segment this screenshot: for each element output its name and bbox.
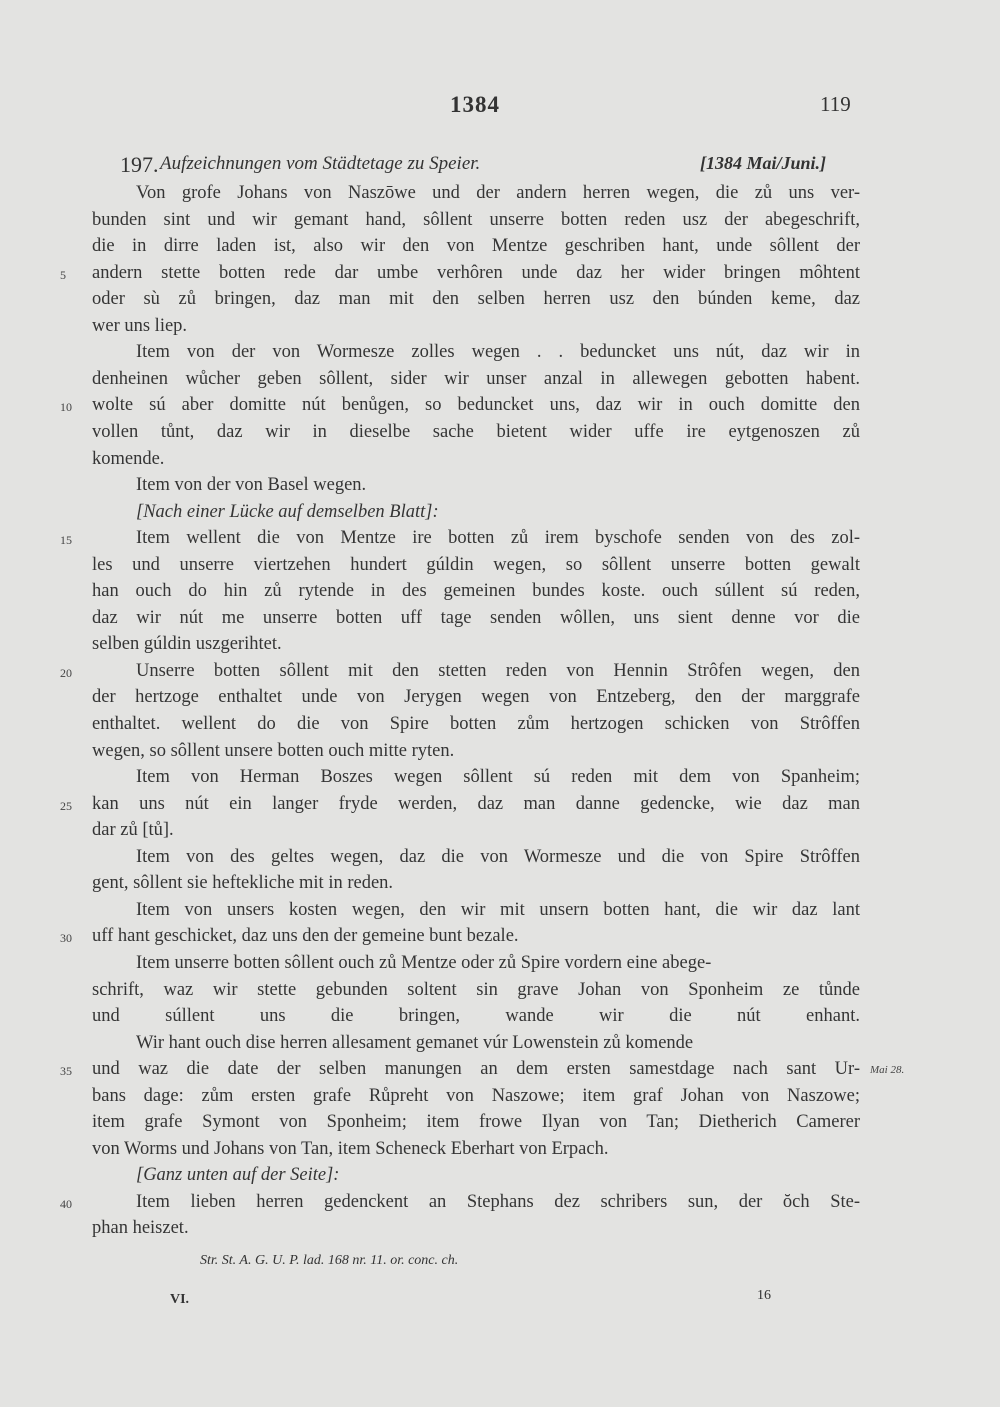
document-number: 197. [120, 152, 159, 177]
text-line: Item von des geltes wegen, daz die von Wormesze und die von Spire Strôffen [136, 846, 860, 867]
running-head-year: 1384 [450, 92, 500, 117]
line-number: 40 [60, 1196, 72, 1211]
text-line: enthaltet. wellent do die von Spire botten zům hertzogen schicken von Strôffen [92, 714, 860, 734]
text-line: [Nach einer Lücke auf demselben Blatt]: [136, 501, 439, 522]
text-line: Unserre botten sôllent mit den stetten reden von Hennin Strôfen wegen, den [136, 660, 860, 681]
text-line: Von grofe Johans von Naszōwe und der andern herren wegen, die zů uns ver- [136, 183, 860, 203]
text-line: [Ganz unten auf der Seite]: [136, 1165, 340, 1186]
line-number: 25 [60, 798, 72, 813]
page-number: 119 [820, 92, 851, 116]
text-line: kan uns nút ein langer fryde werden, daz man danne gedencke, wie daz man [92, 793, 860, 814]
text-line: andern stette botten rede dar umbe verhôren unde daz her wider bringen môhtent [92, 262, 860, 283]
text-line: les und unserre viertzehen hundert gúldin wegen, so sôllent unserre botten gewalt [92, 554, 860, 575]
text-line: Wir hant ouch dise herren allesament gemanet vúr Lowenstein zů komende [136, 1032, 694, 1053]
text-line: wolte sú aber domitte nút benůgen, so beduncket uns, daz wir in ouch domitte den [92, 395, 860, 416]
line-number: 5 [60, 267, 66, 282]
text-line: han ouch do hin zů rytende in des gemeinen bundes koste. ouch súllent sú reden, [92, 581, 860, 602]
text-line: Item wellent die von Mentze ire botten zů irem byschofe senden von des zol- [136, 528, 860, 549]
text-line: daz wir nút me unserre botten uff tage senden wôllen, uns sient denne vor die [92, 607, 860, 628]
source-citation: Str. St. A. G. U. P. lad. 168 nr. 11. or. conc. ch. [200, 1253, 459, 1268]
text-line: wegen, so sôllent unsere botten ouch mitte ryten. [92, 740, 455, 761]
line-number: 10 [60, 400, 72, 415]
text-line: oder sù zů bringen, daz man mit den selben herren usz den búnden keme, daz [92, 289, 860, 310]
line-number: 30 [60, 931, 72, 946]
margin-note: Mai 28. [870, 1064, 905, 1076]
sheet-number: 16 [757, 1288, 771, 1303]
text-line: Item unserre botten sôllent ouch zů Mentze oder zů Spire vordern eine abege- [136, 952, 712, 973]
text-line: komende. [92, 448, 165, 469]
text-line: phan heiszet. [92, 1218, 189, 1239]
text-line: der hertzoge enthaltet unde von Jerygen wegen von Entzeberg, den der marggrafe [92, 687, 860, 708]
text-line: Item von Herman Boszes wegen sôllent sú reden mit dem von Spanheim; [136, 767, 860, 788]
text-line: wer uns liep. [92, 315, 188, 336]
text-line: selben gúldin uszgerihtet. [92, 634, 282, 655]
document-date: [1384 Mai/Juni.] [700, 153, 827, 173]
text-line: Item von der von Wormesze zolles wegen . . beduncket uns nút, daz wir in [136, 342, 860, 363]
text-line: denheinen wůcher geben sôllent, sider wir unser anzal in allewegen gebotten habent. [92, 368, 860, 389]
text-line: und waz die date der selben manungen an dem ersten samestdage nach sant Ur- [92, 1059, 860, 1080]
text-line: die in dirre laden ist, also wir den von Mentze geschriben hant, unde sôllent der [92, 236, 860, 257]
text-line: von Worms und Johans von Tan, item Scheneck Eberhart von Erpach. [92, 1138, 609, 1159]
line-number: 15 [60, 533, 72, 548]
text-line: bunden sint und wir gemant hand, sôllent unserre botten reden usz der abegeschrift, [92, 209, 860, 230]
document-title: Aufzeichnungen vom Städtetage zu Speier. [160, 153, 481, 174]
text-line: und súllent uns die bringen, wande wir die nút enhant. [92, 1006, 860, 1027]
text-line: item grafe Symont von Sponheim; item frowe Ilyan von Tan; Dietherich Camerer [92, 1112, 860, 1133]
text-line: Item von unsers kosten wegen, den wir mit unsern botten hant, die wir daz lant [136, 899, 860, 920]
text-line: schrift, waz wir stette gebunden soltent sin grave Johan von Sponheim ze tůnde [92, 979, 860, 1000]
line-number: 35 [60, 1064, 72, 1079]
line-number: 20 [60, 665, 72, 680]
text-line: dar zů [tů]. [92, 820, 174, 841]
text-line: uff hant geschicket, daz uns den der gemeine bunt bezale. [92, 926, 519, 947]
printer-signature: VI. [170, 1292, 190, 1307]
text-line: Item lieben herren gedenckent an Stephans dez schribers sun, der ŏch Ste- [136, 1191, 860, 1212]
text-line: Item von der von Basel wegen. [136, 475, 367, 496]
text-line: bans dage: zům ersten grafe Růpreht von Naszowe; item graf Johan von Naszowe; [92, 1085, 860, 1106]
text-line: vollen tůnt, daz wir in dieselbe sache bietent wider uffe ire eytgenoszen zů [92, 421, 860, 442]
text-line: gent, sôllent sie heftekliche mit in reden. [92, 873, 394, 894]
